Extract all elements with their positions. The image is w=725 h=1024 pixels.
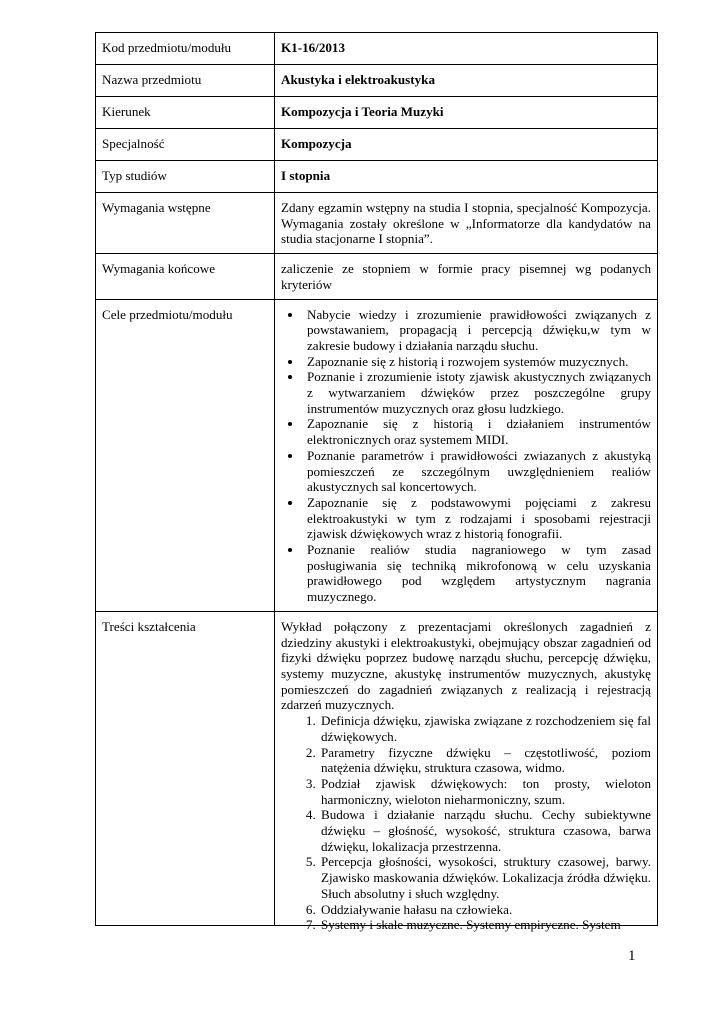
topic-item: 1. Definicja dźwięku, zjawiska związane z rozchodzeniem się fal dźwiękowych. [319, 713, 651, 744]
goal-item: • Zapoznanie się z historią i działaniem instrumentów elektronicznych oraz systemem MIDI. [303, 416, 651, 447]
goals-cell [275, 299, 658, 611]
goals-label: Cele przedmiotu/modułu [96, 299, 275, 611]
course-code-value: K1-16/2013 [275, 33, 658, 65]
goal-item: • Poznanie realiów studia nagraniowego w tym zasad posługiwania się techniką mikrofonową w celu uzyskania prawidłowego pod względem artystycznym nagrania muzycznego. [303, 542, 651, 605]
row-content [96, 611, 658, 925]
final-requirements-value: zaliczenie ze stopniem w formie pracy pisemnej wg podanych kryteriów [275, 254, 658, 299]
field-value: Kompozycja i Teoria Muzyki [275, 97, 658, 129]
final-requirements-label: Wymagania końcowe [96, 254, 275, 299]
entry-requirements-label: Wymagania wstępne [96, 193, 275, 254]
course-name-value: Akustyka i elektroakustyka [275, 65, 658, 97]
content-cell [275, 611, 658, 933]
content-intro: Wykład połączony z prezentacjami określonych zagadnień z dziedziny akustyki i elektroakustyki, obejmujący obszar zagadnień od fizyki dźwięku poprzez budowę narządu słuchu, percepcję dźwięku, systemy muzyczne, akustykę instrumentów muzycznych, akustykę pomieszczeń do zagadnień związanych z realizacją i rejestracją zdarzeń muzycznych. [281, 618, 651, 713]
row-study-type [96, 161, 658, 193]
topic-item: 5. Percepcja głośności, wysokości, struktury czasowej, barwy. Zjawisko maskowania dźwięków. Lokalizacja źródła dźwięku. Słuch absolutny i słuch względny. [319, 854, 651, 901]
page-number: 1 [628, 948, 636, 964]
entry-requirements-value: Zdany egzamin wstępny na studia I stopnia, specjalność Kompozycja. Wymagania zostały określone w „Informatorze dla kandydatów na studia stacjonarne I stopnia”. [275, 193, 658, 254]
study-type-value: I stopnia [275, 161, 658, 193]
syllabus-table [95, 32, 658, 933]
topic-item: 2. Parametry fizyczne dźwięku – częstotliwość, poziom natężenia dźwięku, struktura czasowa, widmo. [319, 745, 651, 776]
specialty-value: Kompozycja [275, 129, 658, 161]
row-specialty [96, 129, 658, 161]
topics-list [281, 713, 651, 933]
topic-item: 6. Oddziaływanie hałasu na człowieka. [319, 902, 651, 918]
row-course-name [96, 65, 658, 97]
content-clip [281, 618, 651, 933]
study-type-label: Typ studiów [96, 161, 275, 193]
course-code-label: Kod przedmiotu/modułu [96, 33, 275, 65]
goal-item: • Nabycie wiedzy i zrozumienie prawidłowości związanych z powstawaniem, propagacją i percepcją dźwięku,w tym w zakresie budowy i działania narządu słuchu. [303, 307, 651, 354]
topic-item: 4. Budowa i działanie narządu słuchu. Cechy subiektywne dźwięku – głośność, wysokość, struktura czasowa, barwa dźwięku, lokalizacja przestrzenna. [319, 807, 651, 854]
row-goals [96, 299, 658, 611]
goals-list [281, 307, 651, 605]
row-field [96, 97, 658, 129]
row-course-code [96, 33, 658, 65]
goal-item: • Poznanie parametrów i prawidłowości zwiazanych z akustyką pomieszczeń ze szczególnym uwzględnieniem realiów akustycznych sal koncertowych. [303, 448, 651, 495]
field-label: Kierunek [96, 97, 275, 129]
goal-item: • Zapoznanie się z podstawowymi pojęciami z zakresu elektroakustyki w tym z rodzajami i sposobami rejestracji zjawisk dźwiękowych wraz z historią fonografii. [303, 495, 651, 542]
topic-item: 7. Systemy i skale muzyczne. Systemy empiryczne. System [319, 917, 651, 933]
goal-item: • Poznanie i zrozumienie istoty zjawisk akustycznych związanych z wytwarzaniem dźwięków przez poszczególne grupy instrumentów muzycznych oraz głosu ludzkiego. [303, 369, 651, 416]
row-entry-requirements [96, 193, 658, 254]
course-name-label: Nazwa przedmiotu [96, 65, 275, 97]
row-final-requirements [96, 254, 658, 299]
specialty-label: Specjalność [96, 129, 275, 161]
topic-item: 3. Podział zjawisk dźwiękowych: ton prosty, wieloton harmoniczny, wieloton nieharmoniczny, szum. [319, 776, 651, 807]
content-label: Treści kształcenia [96, 611, 275, 925]
goal-item: • Zapoznanie się z historią i rozwojem systemów muzycznych. [303, 354, 651, 370]
